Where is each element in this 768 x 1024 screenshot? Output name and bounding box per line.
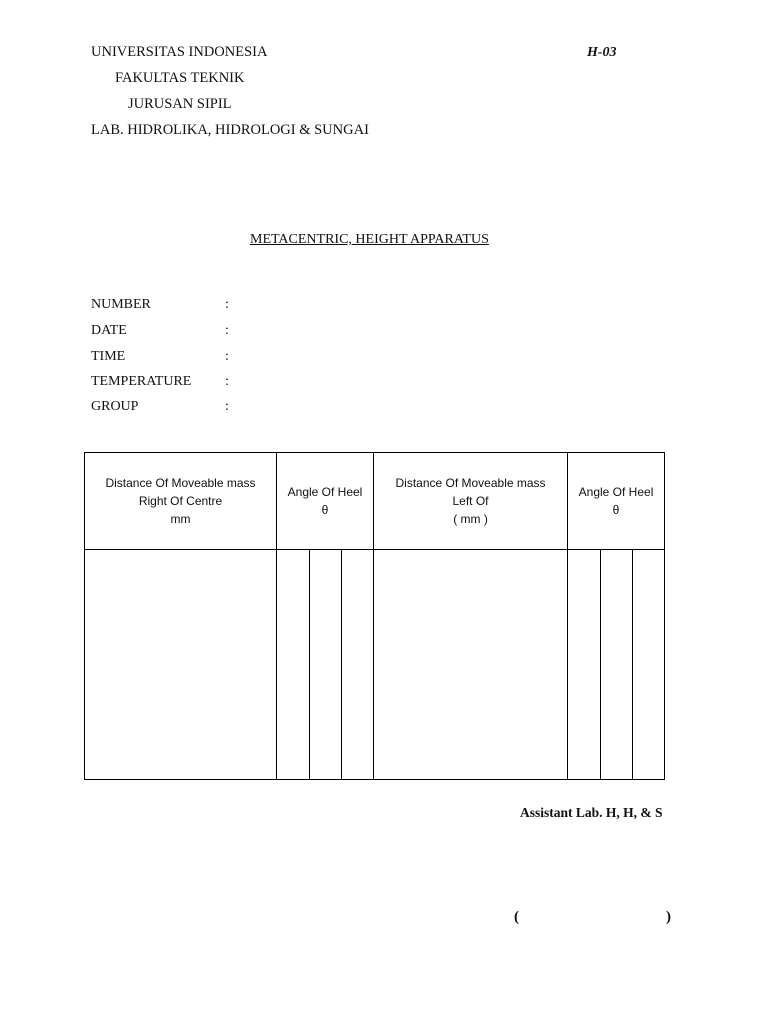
field-colon: : bbox=[225, 374, 229, 389]
field-label-date: DATE bbox=[91, 323, 127, 338]
field-colon: : bbox=[225, 323, 229, 338]
page-title: METACENTRIC, HEIGHT APPARATUS bbox=[250, 232, 489, 247]
field-label-group: GROUP bbox=[91, 399, 139, 414]
table-cell[interactable] bbox=[633, 550, 665, 780]
measurement-table bbox=[84, 452, 665, 780]
department-name: JURUSAN SIPIL bbox=[128, 96, 232, 112]
header-distance-left: Distance Of Moveable mass Left Of ( mm ) bbox=[374, 453, 568, 550]
table-header-row bbox=[85, 453, 665, 550]
header-angle-of-heel-left: Angle Of Heel θ bbox=[568, 453, 665, 550]
table-cell[interactable] bbox=[310, 550, 342, 780]
header-angle-of-heel-right: Angle Of Heel θ bbox=[277, 453, 374, 550]
table-cell[interactable] bbox=[277, 550, 310, 780]
field-colon: : bbox=[225, 399, 229, 414]
table-cell[interactable] bbox=[342, 550, 374, 780]
field-colon: : bbox=[225, 349, 229, 364]
lab-name: LAB. HIDROLIKA, HIDROLOGI & SUNGAI bbox=[91, 122, 369, 138]
field-label-temperature: TEMPERATURE bbox=[91, 374, 192, 389]
field-colon: : bbox=[225, 297, 229, 312]
table-cell[interactable] bbox=[601, 550, 633, 780]
form-code: H-03 bbox=[587, 45, 617, 60]
signature-paren-open: ( bbox=[514, 909, 519, 925]
field-label-time: TIME bbox=[91, 349, 126, 364]
table-cell[interactable] bbox=[374, 550, 568, 780]
university-name: UNIVERSITAS INDONESIA bbox=[91, 44, 268, 60]
table-row bbox=[85, 550, 665, 780]
field-label-number: NUMBER bbox=[91, 297, 151, 312]
table-cell[interactable] bbox=[85, 550, 277, 780]
faculty-name: FAKULTAS TEKNIK bbox=[115, 70, 245, 86]
table-cell[interactable] bbox=[568, 550, 601, 780]
header-distance-right: Distance Of Moveable mass Right Of Centre mm bbox=[85, 453, 277, 550]
signature-paren-close: ) bbox=[666, 909, 671, 925]
signature-label: Assistant Lab. H, H, & S bbox=[520, 805, 663, 820]
